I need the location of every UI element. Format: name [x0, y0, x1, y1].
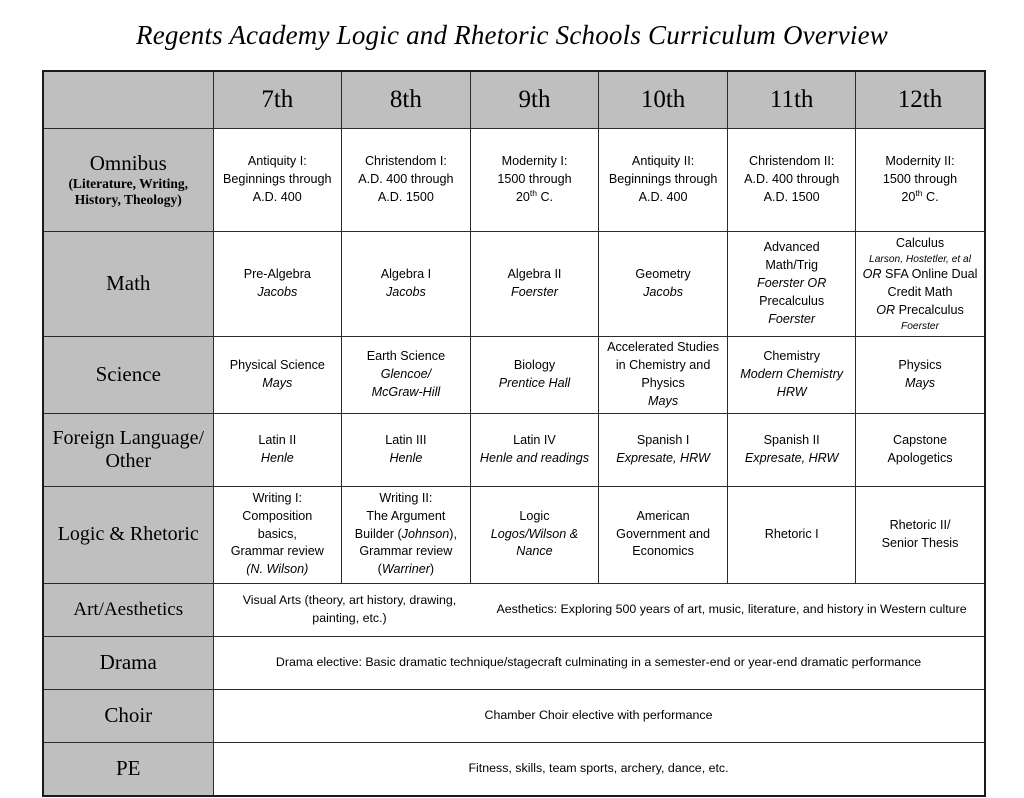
cell-line: Accelerated Studies: [607, 340, 720, 354]
cell-foreign-10: [599, 413, 728, 486]
cell-math-11: [727, 232, 856, 337]
table-row: [43, 636, 985, 689]
cell-line: Foerster OR: [757, 276, 827, 291]
column-header-grade-8: 8th: [342, 71, 471, 129]
cell-math-7: [213, 232, 342, 337]
column-header-grade-12: 12th: [856, 71, 985, 129]
art-visual-arts-text: Visual Arts (theory, art history, drawing, painting, etc.): [242, 593, 457, 625]
cell-line: American: [636, 508, 690, 523]
cell-logic-9: [470, 486, 599, 583]
cell-line: A.D. 400 through: [358, 172, 454, 187]
table-row: [43, 232, 985, 337]
column-header-grade-11: 11th: [727, 71, 856, 129]
row-label-text: PE: [115, 755, 141, 780]
cell-line: Henle and readings: [479, 450, 590, 465]
cell-line: A.D. 1500: [763, 189, 820, 204]
art-aesthetics-text: Aesthetics: Exploring 500 years of art, music, literature, and history in Western culture: [496, 601, 967, 616]
cell-science-9: [470, 337, 599, 414]
cell-art-aesthetics-all-grades: [213, 583, 985, 636]
curriculum-table-wrapper: [42, 70, 984, 797]
cell-omnibus-8: [342, 129, 471, 232]
cell-logic-11: [727, 486, 856, 583]
cell-line: Jacobs: [385, 285, 426, 299]
curriculum-table: [42, 70, 986, 797]
header-corner-cell: [43, 71, 213, 129]
cell-line: 1500 through: [497, 172, 572, 187]
cell-line: Algebra II: [507, 267, 562, 282]
page-title: Regents Academy Logic and Rhetoric Schools Curriculum Overview: [136, 20, 888, 50]
cell-line: 20th C.: [901, 187, 939, 204]
cell-line: The Argument: [366, 508, 446, 523]
cell-science-8: [342, 337, 471, 414]
row-label-text: Art/Aesthetics: [73, 598, 184, 620]
table-row: [43, 742, 985, 796]
cell-line: Antiquity I:: [247, 154, 307, 169]
table-row: [43, 583, 985, 636]
row-label-text: Drama: [99, 649, 157, 674]
column-header-grade-7: 7th: [213, 71, 342, 129]
cell-line: Latin III: [385, 432, 427, 447]
cell-line: OR SFA Online Dual: [862, 267, 978, 282]
row-label-art-aesthetics: [43, 583, 213, 636]
cell-line: Physics: [898, 357, 942, 372]
row-label-foreign-language: [43, 413, 213, 486]
cell-line: Expresate, HRW: [616, 450, 710, 465]
cell-line: Rhetoric II/: [889, 517, 951, 532]
table-row: [43, 689, 985, 742]
cell-line: Advanced: [763, 240, 820, 255]
cell-omnibus-10: [599, 129, 728, 232]
row-label-math: [43, 232, 213, 337]
cell-line: A.D. 1500: [377, 189, 434, 204]
cell-line: Jacobs: [257, 285, 298, 299]
row-label-text: Math: [106, 271, 151, 296]
cell-line: Modernity I:: [501, 154, 568, 169]
cell-line: Latin IV: [513, 432, 556, 447]
cell-logic-10: [599, 486, 728, 583]
row-label-omnibus: [43, 129, 213, 232]
cell-line: in Chemistry and: [615, 357, 711, 372]
cell-line: Henle: [260, 450, 294, 465]
cell-line: Precalculus: [759, 293, 825, 308]
cell-line: Foerster: [768, 311, 816, 326]
cell-foreign-8: [342, 413, 471, 486]
cell-science-7: [213, 337, 342, 414]
cell-line: Rhetoric I: [764, 526, 819, 541]
cell-line: Antiquity II:: [631, 154, 695, 169]
row-label-text: Choir: [104, 702, 153, 727]
cell-line: Chemistry: [763, 348, 821, 363]
cell-line: Larson, Hostetler, et al: [869, 253, 971, 265]
cell-line: 1500 through: [882, 172, 958, 187]
row-label-text: Logic & Rhetoric: [57, 523, 199, 546]
table-row: [43, 413, 985, 486]
cell-math-8: [342, 232, 471, 337]
cell-line: Physical Science: [229, 357, 325, 372]
cell-line: Nance: [516, 544, 553, 559]
cell-line: Logic: [519, 508, 550, 523]
cell-line: Spanish II: [763, 432, 820, 447]
cell-line: HRW: [776, 384, 807, 399]
cell-line: Prentice Hall: [498, 375, 571, 390]
cell-line: Grammar review: [230, 544, 324, 559]
cell-line: Composition: [242, 508, 313, 523]
cell-foreign-9: [470, 413, 599, 486]
cell-line: Foerster: [901, 320, 939, 332]
cell-line: Beginnings through: [223, 172, 332, 187]
cell-line: Mays: [904, 375, 936, 390]
row-label-text: Foreign Language/ Other: [52, 427, 205, 472]
cell-math-12: [856, 232, 985, 337]
cell-line: Credit Math: [887, 285, 953, 299]
cell-line: Pre-Algebra: [243, 267, 311, 282]
cell-line: Earth Science: [366, 348, 446, 363]
column-header-grade-10: 10th: [599, 71, 728, 129]
cell-line: Geometry: [635, 267, 691, 282]
cell-line: Modern Chemistry: [740, 366, 844, 381]
cell-line: OR Precalculus: [876, 302, 964, 317]
cell-line: Jacobs: [643, 285, 684, 299]
cell-foreign-7: [213, 413, 342, 486]
cell-math-10: [599, 232, 728, 337]
row-sublabel-text: (Literature, Writing, History, Theology): [68, 176, 189, 208]
row-label-text: Science: [95, 361, 161, 386]
cell-line: Spanish I: [636, 432, 690, 447]
cell-line: Writing II:: [379, 490, 433, 505]
table-row: [43, 129, 985, 232]
row-label-choir: [43, 689, 213, 742]
cell-line: 20th C.: [515, 187, 554, 204]
cell-line: Foerster: [511, 285, 558, 299]
cell-line: Writing I:: [252, 490, 303, 505]
row-label-drama: [43, 636, 213, 689]
cell-omnibus-11: [727, 129, 856, 232]
row-label-pe: [43, 742, 213, 796]
cell-line: Government and: [616, 526, 710, 541]
cell-logic-12: [856, 486, 985, 583]
cell-science-10: [599, 337, 728, 414]
cell-line: Biology: [513, 357, 556, 372]
cell-line: (N. Wilson): [246, 562, 309, 577]
cell-line: Calculus: [895, 236, 945, 250]
table-header-row: [43, 71, 985, 129]
cell-line: Latin II: [258, 432, 297, 447]
cell-line: Beginnings through: [608, 172, 718, 187]
cell-omnibus-9: [470, 129, 599, 232]
cell-line: McGraw-Hill: [371, 384, 441, 399]
cell-foreign-12: [856, 413, 985, 486]
cell-line: Expresate, HRW: [744, 450, 839, 465]
cell-science-12: [856, 337, 985, 414]
cell-line: Christendom II:: [748, 154, 835, 169]
cell-line: Apologetics: [887, 450, 953, 465]
cell-line: Capstone: [893, 432, 947, 447]
art-split-container: [217, 592, 981, 627]
cell-line: Christendom I:: [364, 154, 447, 169]
table-row: [43, 486, 985, 583]
cell-line: Math/Trig: [765, 258, 819, 273]
table-row: [43, 337, 985, 414]
cell-line: Builder (Johnson),: [354, 526, 457, 541]
cell-pe-all-grades: Fitness, skills, team sports, archery, dance, etc.: [213, 742, 985, 796]
cell-line: A.D. 400: [638, 189, 688, 204]
cell-science-11: [727, 337, 856, 414]
cell-omnibus-7: [213, 129, 342, 232]
cell-line: Henle: [389, 450, 423, 465]
cell-line: Grammar review: [359, 544, 453, 559]
cell-logic-8: [342, 486, 471, 583]
cell-logic-7: [213, 486, 342, 583]
cell-line: A.D. 400: [252, 189, 302, 204]
cell-math-9: [470, 232, 599, 337]
cell-line: basics,: [257, 526, 297, 541]
cell-drama-all-grades: Drama elective: Basic dramatic technique/stagecraft culminating in a semester-end or year-end dramatic performance: [213, 636, 985, 689]
column-header-grade-9: 9th: [470, 71, 599, 129]
cell-foreign-11: [727, 413, 856, 486]
cell-line: Economics: [632, 544, 694, 559]
cell-line: A.D. 400 through: [744, 172, 840, 187]
cell-line: Senior Thesis: [881, 535, 959, 550]
cell-line: Algebra I: [380, 267, 432, 282]
row-label-science: [43, 337, 213, 414]
cell-line: (Warriner): [377, 562, 435, 577]
cell-line: Logos/Wilson &: [490, 526, 579, 541]
cell-line: Modernity II:: [885, 154, 955, 169]
cell-line: Mays: [648, 393, 679, 408]
cell-omnibus-12: [856, 129, 985, 232]
cell-choir-all-grades: Chamber Choir elective with performance: [213, 689, 985, 742]
cell-line: Mays: [262, 375, 293, 390]
row-label-text: Omnibus: [89, 150, 167, 175]
cell-line: Glencoe/: [380, 366, 432, 381]
row-label-logic-rhetoric: [43, 486, 213, 583]
cell-line: Physics: [641, 375, 685, 390]
